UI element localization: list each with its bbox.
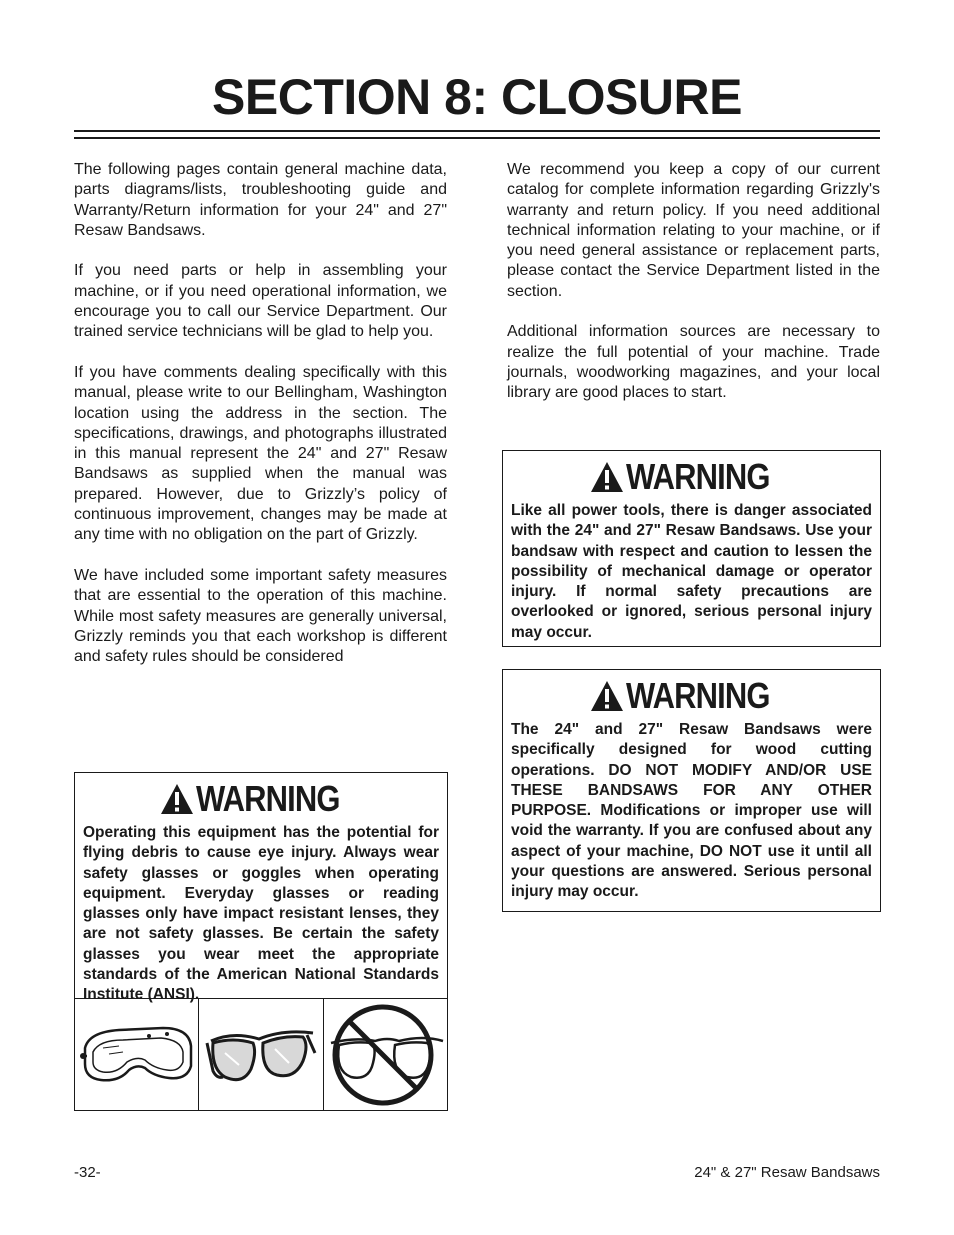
safety-glasses-icon — [203, 1013, 319, 1097]
warning-triangle-icon — [160, 783, 194, 815]
eye-warning-box — [74, 772, 448, 1111]
service-paragraph: If you need parts or help in assembling your machine, or if you need operational information, we encourage you to call our Service Department. Our trained service technicians will be glad to help you. — [74, 262, 447, 341]
title-rule-bottom — [74, 137, 880, 139]
warning-header — [503, 457, 880, 497]
warning-triangle-icon — [590, 680, 624, 712]
manual-comments-paragraph: If you have comments dealing specifically with this manual, please write to our Bellingham, Washington location using the address in the section. The specifications, drawings, and photographs illustrated in this manual represent the 24" and 27" Resaw Bandsaws as supplied when the manual was prepared. However, due to Grizzly’s policy of continuous improvement, changes may be made at any time with no obligation on the part of Grizzly. — [74, 363, 447, 544]
catalog-paragraph: We recommend you keep a copy of our current catalog for complete information regarding Grizzly's warranty and return policy. If you need additional technical information relating to your machine, or if you need general assistance or replacement parts, please contact the Service Department listed in the section. — [507, 161, 880, 300]
page-title: SECTION 8: CLOSURE — [212, 69, 742, 125]
safety-goggles-icon — [79, 1018, 195, 1092]
power-tool-warning-box — [502, 450, 881, 647]
eyewear-illustrations — [75, 998, 447, 1110]
modification-warning-box — [502, 669, 881, 912]
eye-warning-text: Operating this equipment has the potential for flying debris to cause eye injury. Always wear safety glasses or goggles when operating equipment. Everyday glasses or reading glasses only have impact resistant lenses, they are not safety glasses. Be certain the safety glasses you wear meet the appropriate standards of the American National Standards Institute (ANSI). — [83, 824, 439, 1004]
safety-glasses-cell — [198, 999, 322, 1110]
info-sources-paragraph: Additional information sources are necessary to realize the full potential of your machine. Trade journals, woodworking magazines, and your local library are good places to start. — [507, 323, 880, 402]
warning-header — [75, 779, 447, 819]
power-tool-warning-text: Like all power tools, there is danger associated with the 24" and 27" Resaw Bandsaws. Use your bandsaw with respect and caution to lessen the possibility of mechanical damage or operator injury. If normal safety precautions are overlooked or ignored, serious personal injury may occur. — [511, 502, 872, 641]
right-column — [507, 160, 880, 424]
left-column — [74, 160, 447, 688]
page-number: -32- — [74, 1164, 101, 1181]
no-regular-glasses-cell — [323, 999, 447, 1110]
no-regular-glasses-icon — [325, 1001, 445, 1109]
title-rule-top — [74, 130, 880, 132]
warning-label: WARNING — [626, 456, 770, 497]
modification-warning-text: The 24" and 27" Resaw Bandsaws were specifically designed for wood cutting operations. DO NOT MODIFY AND/OR USE THESE BANDSAWS FOR ANY OTHER PURPOSE. Modifications or improper use will void the warranty. If you are confused about any aspect of your machine, DO NOT use it until all your questions are answered. Serious personal injury may occur. — [511, 721, 872, 901]
warning-label: WARNING — [626, 675, 770, 716]
safety-paragraph: We have included some important safety measures that are essential to the operation of this machine. While most safety measures are generally universal, Grizzly reminds you that each workshop is different and safety rules should be considered — [74, 566, 447, 666]
footer-manual-title: 24" & 27" Resaw Bandsaws — [694, 1164, 880, 1181]
warning-header — [503, 676, 880, 716]
warning-label: WARNING — [195, 778, 340, 819]
intro-paragraph: The following pages contain general machine data, parts diagrams/lists, troubleshooting guide and Warranty/Return information for your 24" and 27" Resaw Bandsaws. — [74, 161, 447, 239]
goggles-cell — [75, 999, 198, 1110]
warning-triangle-icon — [590, 461, 624, 493]
